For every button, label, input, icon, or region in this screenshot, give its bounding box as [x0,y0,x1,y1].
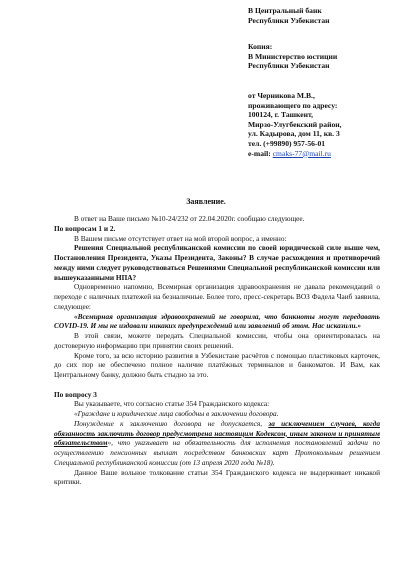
quote-2-start: Понуждение к заключению договора не допускается, [74,418,263,428]
sender-postal: 100124, г. Ташкент, [248,110,314,120]
sender-email-line [248,149,342,159]
sender-street: ул. Кадырова, дом 11, кв. 3 [248,129,340,139]
section-3-paragraph-1: Вы указываете, что согласно статье 354 Гражданского кодекса: [74,399,270,409]
section-1-heading: По вопросам 1 и 2. [54,223,116,233]
sender-from: от Черникова М.В., [248,91,315,100]
section-3-paragraph-2: Данное Ваше вольное толкование статьи 354 Гражданского кодекса не выдерживает никакой критики. [54,467,380,487]
email-link[interactable]: cmaks-77@mail.ru [272,148,331,158]
quote-2-underlined: за исключением случаев, когда обязанность заключить договор предусмотрена настоящим Кодексом, иным законом и принятым обязательством [54,418,380,448]
sender-district: Мирзо-Улугбекский район, [248,119,342,129]
section-1-question: Решения Специальной республиканской комиссии по своей юридической силе выше чем, Постановления Президента, Указы Президента, Законы? В случае расхождения и противоречий между ними следует руководствоваться Решениями Специальной республиканской комиссии или вышеуказанными НПА? [54,243,380,282]
section-1-paragraph-2: Одновременно напомню, Всемирная организация здравоохранения не давала рекомендаций о переходе с наличных платежей на безналичные. Более того, пресс-секретарь ВОЗ Фадела Чаиб заявила, следующее: [54,282,380,311]
sender-residing: проживающего по адресу: [248,100,338,110]
document-body [54,214,380,487]
paragraph-spacer [54,380,380,390]
document-title: Заявление. [186,197,226,206]
intro-paragraph: В ответ на Ваше письмо №10-24/232 от 22.04.2020г. сообщаю следующее. [74,214,305,223]
civil-code-quote-1: «Граждане и юридические лица свободны в заключении договора. [74,409,279,418]
section-3-heading: По вопросу 3 [54,389,97,399]
copy-line-2: Республики Узбекистан [248,61,330,71]
sender-phone: тел. (+99890) 957-56-01 [248,138,326,148]
sender-block [248,91,342,158]
copy-line-1: В Министерство юстиции [248,51,338,61]
recipient-line-2: Республики Узбекистан [248,15,330,25]
email-label: e-mail: [248,148,271,158]
who-quote: «Всемирная организация здравоохранений не говорила, что банкноты могут передавать COVID-19. И мы не издавали никаких предупреждений или заявлений об этом. Нас исказили.» [54,311,380,331]
quote-2-end: », что указывает на обязательность для исполнения постановлений задачи по осуществлению пенсионных выплат посредством банковских карт Протокольным решением Специальной республиканской комиссии (от 13 апреля 2020 года №18). [54,438,380,467]
recipient-block [248,6,330,25]
copy-label: Копия: [248,42,273,51]
section-1-paragraph-1: В Вашем письме отсутствует ответ на мой второй вопрос, а именно: [74,233,287,243]
recipient-line-1: В Центральный банк [248,6,322,15]
section-1-paragraph-3: В этой связи, можете передать Специальной комиссии, чтобы она ориентировалась на достоверную информацию при принятии своих решений. [54,331,380,350]
copy-block [248,42,337,71]
civil-code-quote-2 [54,419,380,468]
section-1-paragraph-4: Кроме того, за всю историю развития в Узбекистане расчётов с помощью пластиковых карточек, до сих пор не обеспечено полное наличие платёжных терминалов и банкоматов. И Вам, как Центральному банку, должно быть стыдно за это. [54,350,380,379]
